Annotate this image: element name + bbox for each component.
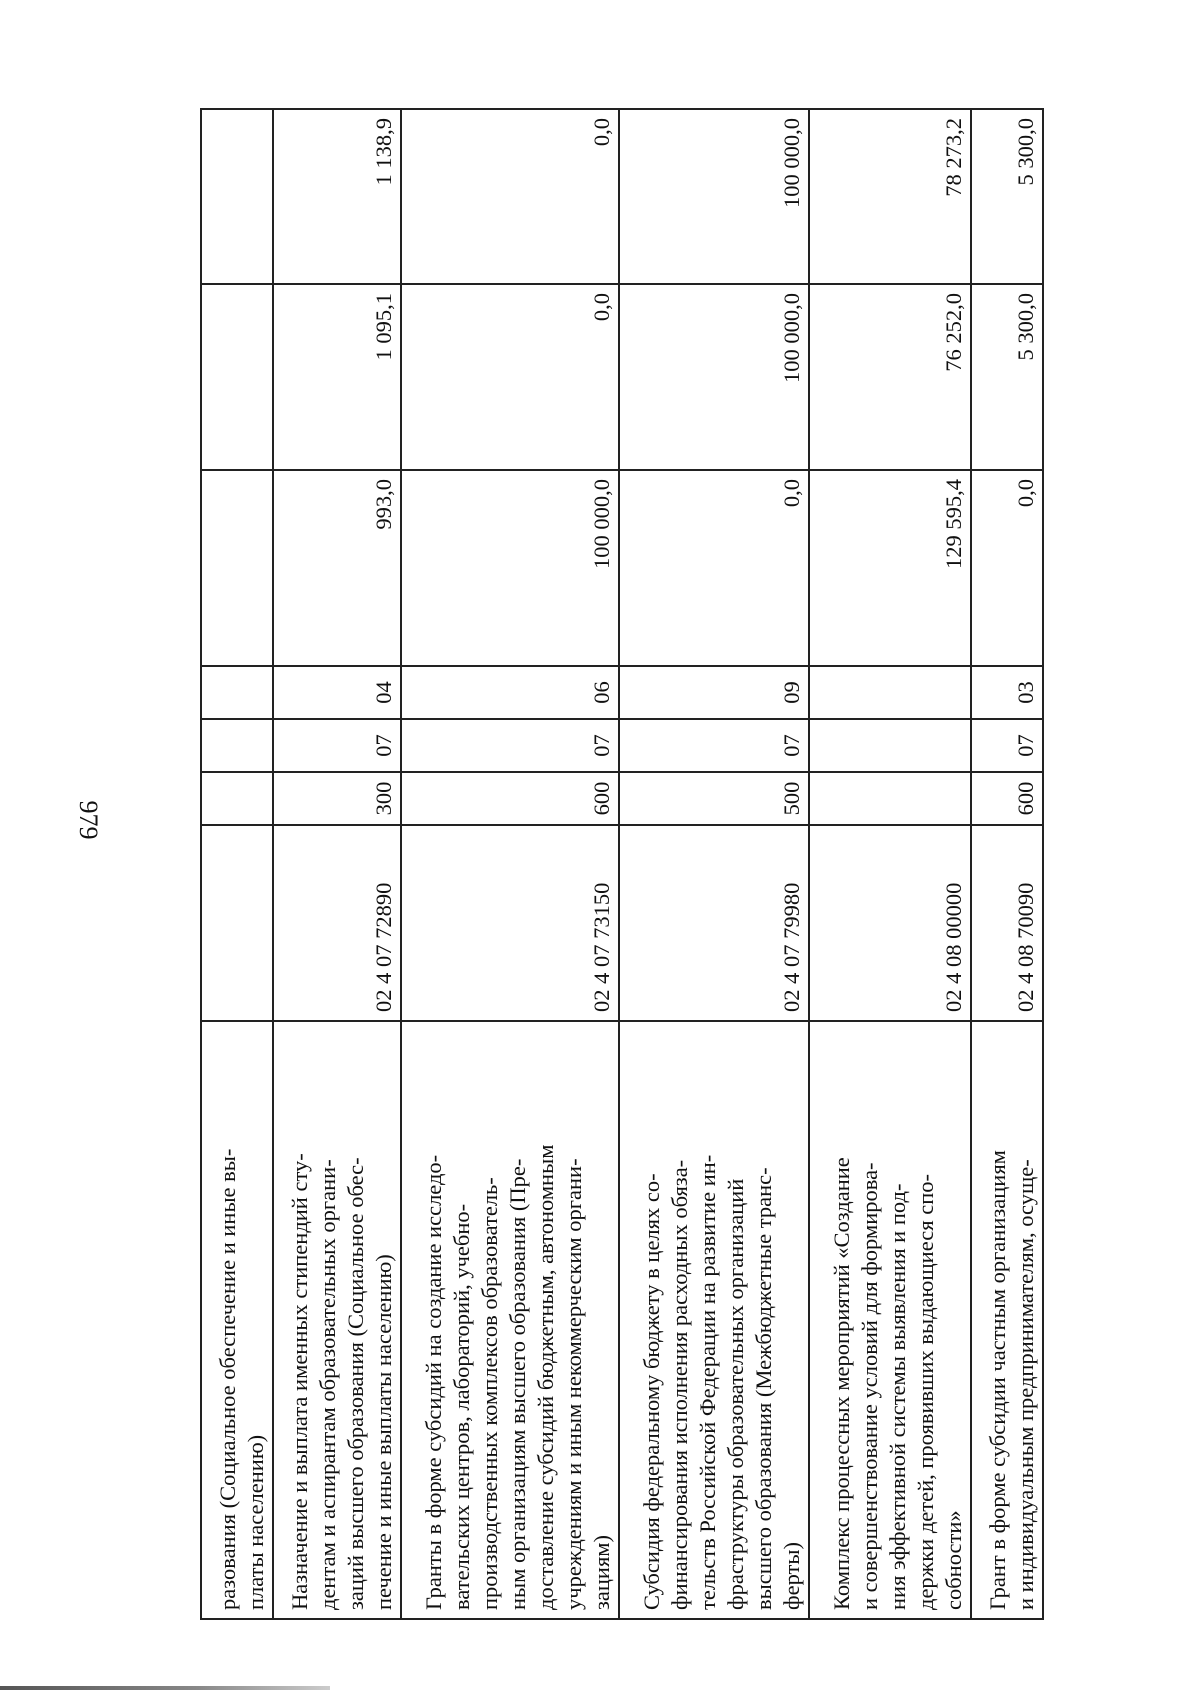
- amount-2025: 1 095,1: [273, 284, 401, 470]
- table-row: [273, 109, 401, 1619]
- amount-2026: 5 300,0: [971, 109, 1043, 284]
- row-description: разования (Социальное обеспечение и иные вы- платы населению): [201, 1021, 273, 1619]
- amount-2026: [201, 109, 273, 284]
- row-description: Гранты в форме субсидий на создание исследо- вательских центров, лабораторий, учебно- производственных комплексов образователь- ным организациям высшего образования (Пре- доставление субсидий бюджетным, автономным учреждениям и иным некоммерческим органи- зациям): [401, 1021, 619, 1619]
- amount-2024: 0,0: [619, 470, 809, 666]
- amount-2026: 0,0: [401, 109, 619, 284]
- row-description: Грант в форме субсидии частным организациям и индивидуальным предпринимателям, осуще-: [971, 1021, 1043, 1619]
- amount-2025: 5 300,0: [971, 284, 1043, 470]
- amount-2024: 129 595,4: [809, 470, 971, 666]
- subsection-code: [809, 666, 971, 719]
- expense-type-code: [201, 772, 273, 825]
- amount-2025: [201, 284, 273, 470]
- expense-type-code: [809, 772, 971, 825]
- amount-2024: 993,0: [273, 470, 401, 666]
- budget-table-rotated: [200, 110, 1090, 1620]
- row-description: Комплекс процессных мероприятий «Создание и совершенствование условий для формирова- ния эффективной системы выявления и под- держки детей, проявивших выдающиеся спо- собности»: [809, 1021, 971, 1619]
- target-article-code: 02 4 08 00000: [809, 825, 971, 1021]
- amount-2026: 100 000,0: [619, 109, 809, 284]
- amount-2025: 100 000,0: [619, 284, 809, 470]
- table-row: [619, 109, 809, 1619]
- scan-edge-line: [0, 1686, 330, 1690]
- target-article-code: 02 4 08 70090: [971, 825, 1043, 1021]
- section-code: 07: [971, 719, 1043, 772]
- amount-2025: 0,0: [401, 284, 619, 470]
- table-row: [401, 109, 619, 1619]
- section-code: 07: [401, 719, 619, 772]
- table-row: [809, 109, 971, 1619]
- page-number: 979: [74, 800, 103, 840]
- section-code: [809, 719, 971, 772]
- subsection-code: 04: [273, 666, 401, 719]
- target-article-code: 02 4 07 72890: [273, 825, 401, 1021]
- subsection-code: [201, 666, 273, 719]
- amount-2024: 100 000,0: [401, 470, 619, 666]
- subsection-code: 03: [971, 666, 1043, 719]
- subsection-code: 06: [401, 666, 619, 719]
- subsection-code: 09: [619, 666, 809, 719]
- section-code: [201, 719, 273, 772]
- table-row: [971, 109, 1043, 1619]
- expense-type-code: 600: [971, 772, 1043, 825]
- target-article-code: 02 4 07 79980: [619, 825, 809, 1021]
- expense-type-code: 500: [619, 772, 809, 825]
- target-article-code: 02 4 07 73150: [401, 825, 619, 1021]
- expense-type-code: 300: [273, 772, 401, 825]
- amount-2026: 78 273,2: [809, 109, 971, 284]
- expense-type-code: 600: [401, 772, 619, 825]
- section-code: 07: [619, 719, 809, 772]
- section-code: 07: [273, 719, 401, 772]
- row-description: Назначение и выплата именных стипендий сту- дентам и аспирантам образовательных органи- заций высшего образования (Социальное обес- печение и иные выплаты населению): [273, 1021, 401, 1619]
- amount-2024: 0,0: [971, 470, 1043, 666]
- table-row: [201, 109, 273, 1619]
- budget-table: [200, 108, 1044, 1620]
- amount-2024: [201, 470, 273, 666]
- row-description: Субсидия федеральному бюджету в целях со- финансирования исполнения расходных обяза- тельств Российской Федерации на развитие ин- фраструктуры образовательных организаций высшего образования (Межбюджетные транс- ферты): [619, 1021, 809, 1619]
- amount-2026: 1 138,9: [273, 109, 401, 284]
- amount-2025: 76 252,0: [809, 284, 971, 470]
- target-article-code: [201, 825, 273, 1021]
